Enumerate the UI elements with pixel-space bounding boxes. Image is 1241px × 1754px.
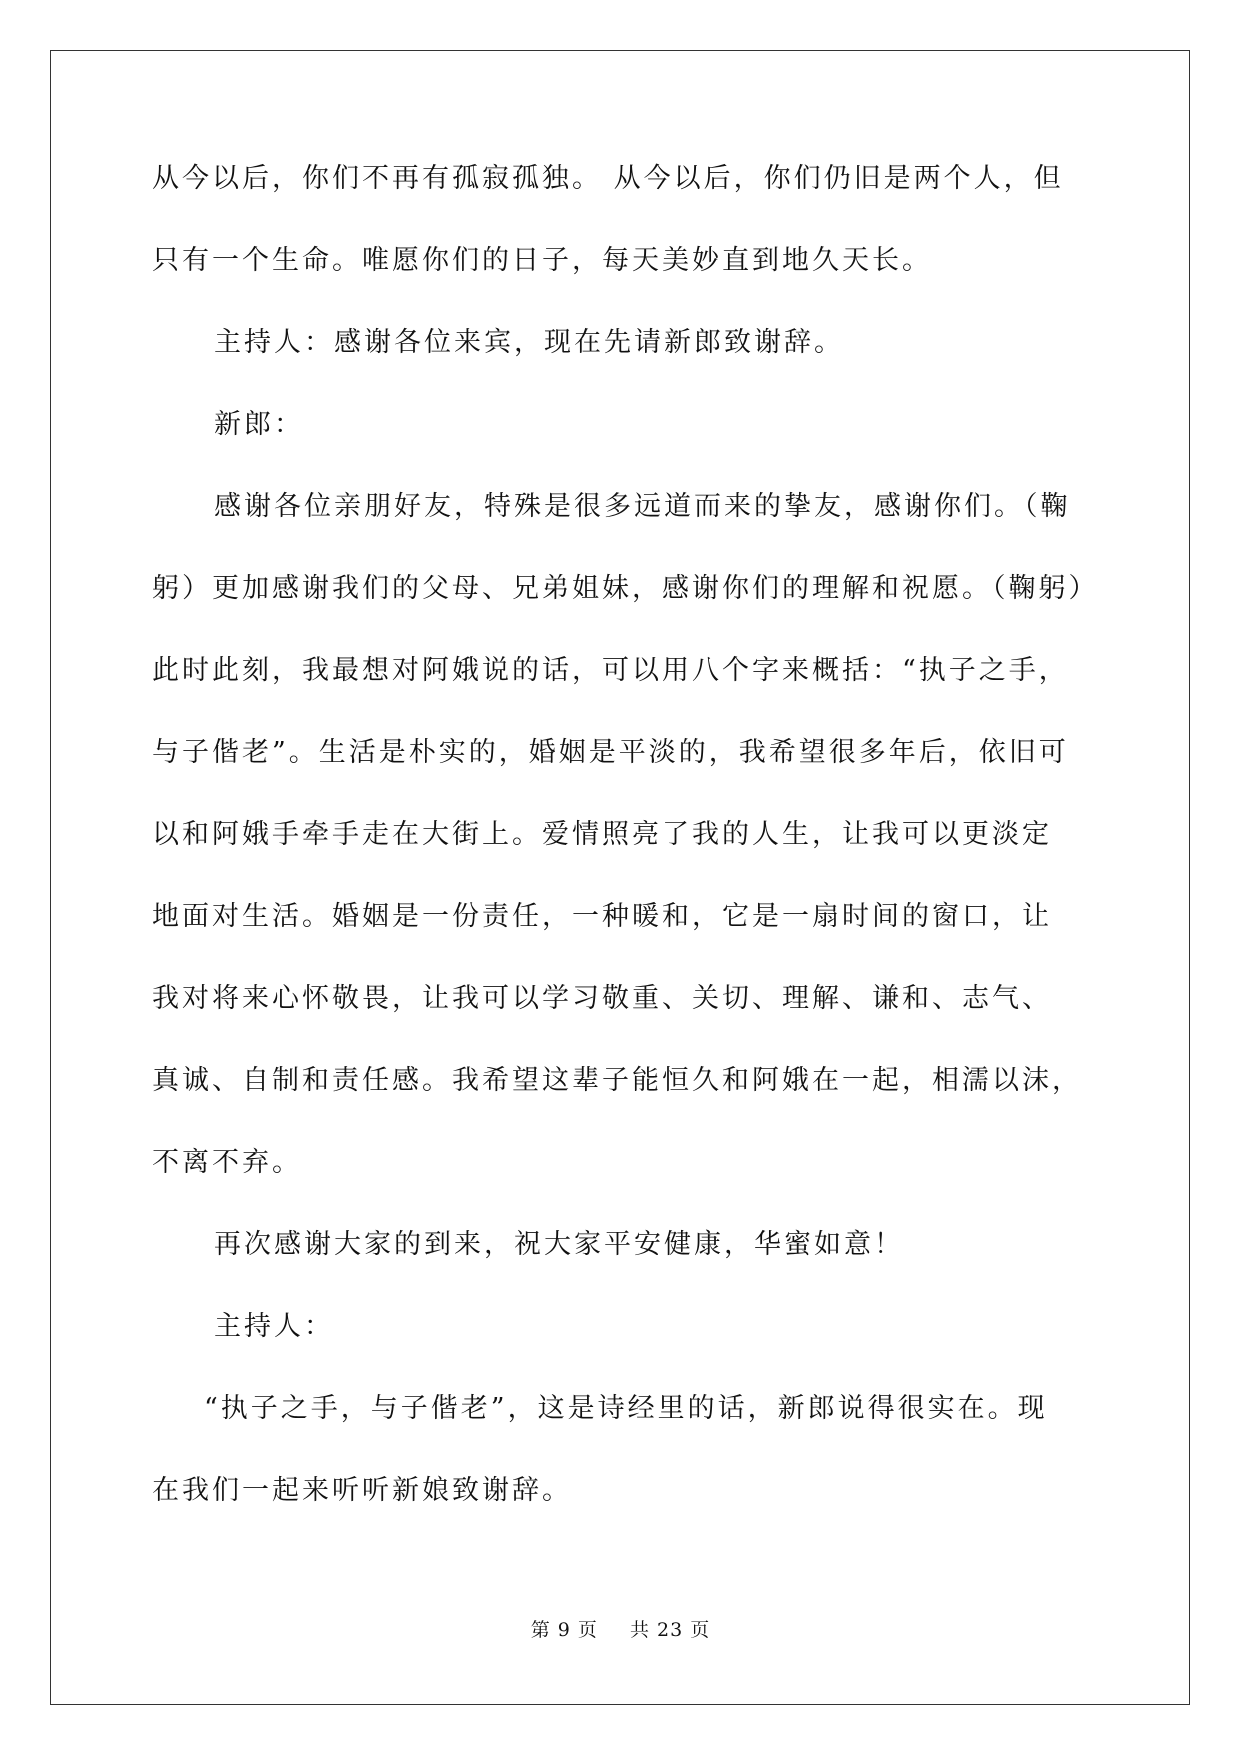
page-footer xyxy=(0,1615,1241,1642)
text-line: 此时此刻，我最想对阿娥说的话，可以用八个字来概括：“执子之手， xyxy=(152,655,1069,686)
page-number: 第 9 页 xyxy=(530,1619,598,1641)
text-line: 以和阿娥手牵手走在大街上。爱情照亮了我的人生，让我可以更淡定 xyxy=(152,819,1052,850)
page-total: 共 23 页 xyxy=(630,1619,711,1641)
text-line: 主持人：感谢各位来宾，现在先请新郎致谢辞。 xyxy=(214,327,844,358)
text-line: 从今以后，你们不再有孤寂孤独。 从今以后，你们仍旧是两个人，但 xyxy=(152,163,1064,194)
text-line: 我对将来心怀敬畏，让我可以学习敬重、关切、理解、谦和、志气、 xyxy=(152,983,1052,1014)
text-line: 感谢各位亲朋好友，特殊是很多远道而来的挚友，感谢你们。（鞠 xyxy=(214,491,1071,522)
text-line: 与子偕老”。生活是朴实的，婚姻是平淡的，我希望很多年后，依旧可 xyxy=(152,737,1069,768)
text-line: “执子之手，与子偕老”，这是诗经里的话，新郎说得很实在。现 xyxy=(204,1393,1048,1424)
text-line: 地面对生活。婚姻是一份责任，一种暖和，它是一扇时间的窗口，让 xyxy=(152,901,1052,932)
text-line: 在我们一起来听听新娘致谢辞。 xyxy=(152,1475,572,1506)
document-body xyxy=(152,160,1099,1554)
text-line: 只有一个生命。唯愿你们的日子，每天美妙直到地久天长。 xyxy=(152,245,932,276)
text-line: 不离不弃。 xyxy=(152,1147,302,1178)
text-line: 真诚、自制和责任感。我希望这辈子能恒久和阿娥在一起，相濡以沫， xyxy=(152,1065,1082,1096)
text-line: 主持人： xyxy=(214,1311,334,1342)
text-line: 再次感谢大家的到来，祝大家平安健康，华蜜如意！ xyxy=(214,1229,904,1260)
text-line: 躬）更加感谢我们的父母、兄弟姐妹，感谢你们的理解和祝愿。（鞠躬） xyxy=(152,573,1099,604)
text-line: 新郎： xyxy=(214,409,304,440)
